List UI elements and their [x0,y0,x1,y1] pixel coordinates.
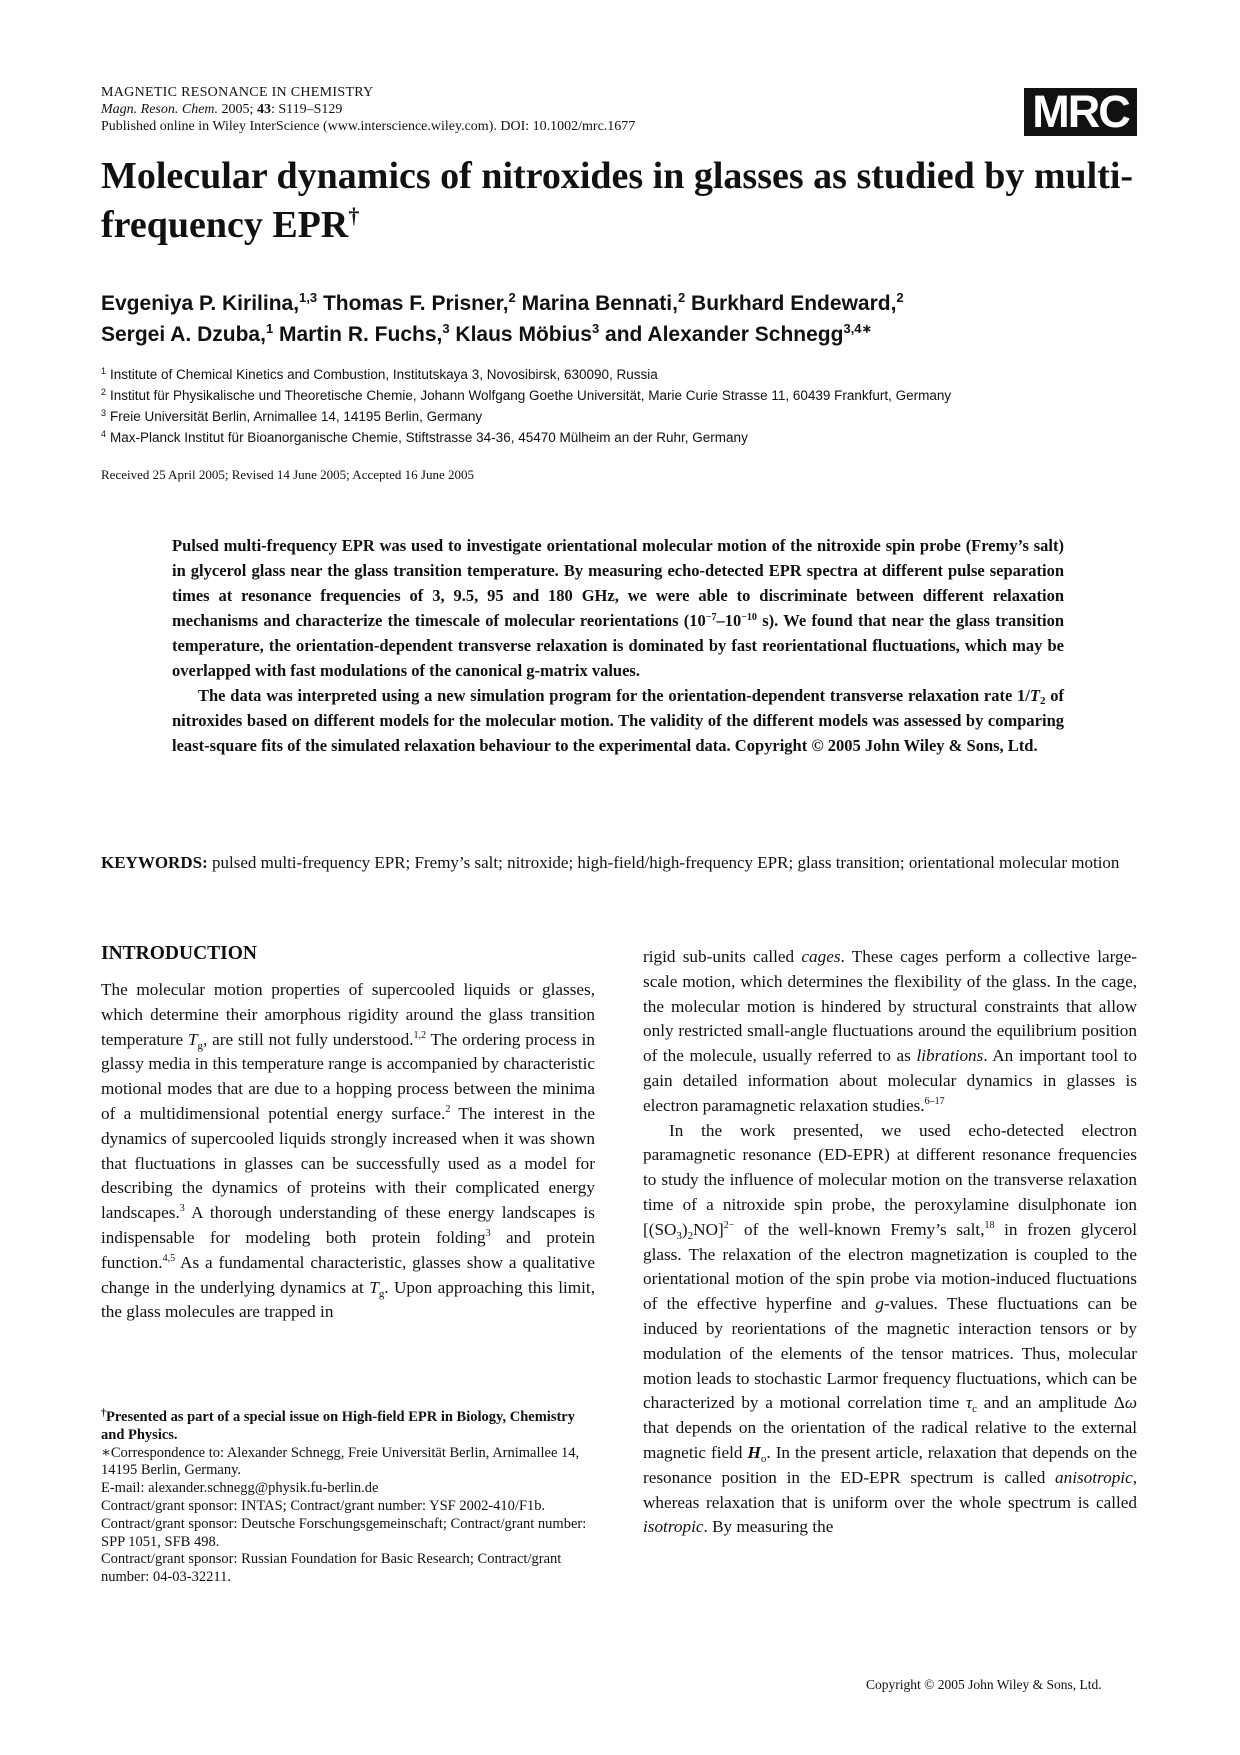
italic-term: anisotropic [1055,1467,1133,1487]
symbol-omega: ω [1124,1393,1138,1413]
citation-ref: 6–17 [924,1095,945,1107]
author-name: and Alexander Schnegg [599,323,844,346]
affiliation-item [101,406,1141,427]
symbol-T: T [369,1277,379,1297]
author-name: Burkhard Endeward, [685,292,897,315]
affiliation-number: 4 [101,429,107,439]
abstract-paragraph-2 [172,683,1064,758]
left-column [101,942,595,1325]
subscript: 2 [1040,695,1046,707]
author-list [101,288,1141,350]
citation-ref: 18 [984,1219,995,1231]
footnotes [101,1409,595,1587]
citation-year: 2005; [221,102,254,117]
affiliation-text: Institute of Chemical Kinetics and Combustion, Institutskaya 3, Novosibirsk, 630090, Russia [110,367,658,382]
author-name: Marina Bennati, [515,292,678,315]
affiliation-list [101,364,1141,448]
abstract-text: s). We found that near the glass transition temperature, the orientation-dependent transverse relaxation is dominated by fast reorientational fluctuations, which may be overlapped with fast modulations of the canonical g-matrix values. [172,611,1064,680]
abstract-paragraph-1 [172,533,1064,683]
symbol-H: H [747,1442,761,1462]
body-text: . These cages perform a collective large-scale motion, which determines the flexibility of the glass. In the cage, the molecular motion is hindered by structural constraints that allow only restricted small-angle fluctuations around the equilibrium position of the molecule, usually referred to as [643,947,1137,1066]
exponent: −10 [741,612,757,623]
body-text: . In the present article, relaxation that depends on the resonance position in the ED-EPR spectrum is called [643,1442,1137,1487]
body-text: . By measuring the [703,1517,834,1537]
body-text: The molecular motion properties of supercooled liquids or glasses, which determine their amorphous rigidity around the glass transition temperature [101,980,595,1049]
body-text: The interest in the dynamics of supercooled liquids strongly increased when it was shown that fluctuations in glasses can be successfully used as a model for describing the dynamics of proteins with their complicated energy landscapes. [101,1103,595,1223]
citation-ref: 1,2 [413,1029,426,1041]
author-affil-ref: 1,3 [299,290,318,305]
body-paragraph [643,1119,1137,1541]
body-text: , whereas relaxation that is uniform over the whole spectrum is called [643,1467,1137,1512]
keywords-text: pulsed multi-frequency EPR; Fremy’s salt; nitroxide; high-field/high-frequency EPR; glass transition; orientational molecular motion [207,853,1120,872]
citation-volume: 43 [256,102,271,117]
subscript: g [378,1287,385,1300]
article-title [101,152,1141,250]
abstract-text: Pulsed multi-frequency EPR was used to investigate orientational molecular motion of the nitroxide spin probe (Fremy’s salt) in glycerol glass near the glass transition temperature. By measuring echo-detected EPR spectra at different pulse separation times at resonance frequencies of 3, 9.5, 95 and 180 GHz, we were able to discriminate between different relaxation mechanisms and characterize the timescale of molecular reorientations (10 [172,536,1064,630]
affiliation-number: 1 [101,366,107,376]
body-text: -values. These fluctuations can be induced by reorientations of the magnetic interaction tensors or by modulation of the elements of the tensor matrices. Thus, molecular motion leads to stochastic Larmor frequency fluctuations, which can be characterized by a motional correlation time [643,1294,1137,1413]
body-text: As a fundamental characteristic, glasses show a qualitative change in the underlying dynamics at [101,1252,595,1297]
footnote-email: E-mail: alexander.schnegg@physik.fu-berlin.de [101,1480,379,1497]
footnote-grant: Contract/grant sponsor: INTAS; Contract/grant number: YSF 2002-410/F1b. [101,1497,546,1514]
page-footer-copyright: Copyright © 2005 John Wiley & Sons, Ltd. [866,1677,1102,1692]
abstract-text: of nitroxides based on different models for the molecular motion. The validity of the different models was assessed by comparing least-square fits of the simulated relaxation behaviour to the experimental data. Copyright © 2005 John Wiley & Sons, Ltd. [172,686,1065,755]
subscript: o [760,1452,767,1465]
body-text: ) [681,1219,688,1239]
author-name: Sergei A. Dzuba, [101,323,266,346]
affiliation-item [101,427,1141,448]
author-affil-ref: 2 [677,290,686,305]
affiliation-text: Institut für Physikalische und Theoretische Chemie, Johann Wolfgang Goethe Universität, Marie Curie Strasse 11, 60439 Frankfurt, Germany [110,388,952,403]
citation-ref: 2 [445,1103,451,1115]
keywords-label: KEYWORDS: [101,853,208,872]
affiliation-number: 3 [101,408,107,418]
body-text: A thorough understanding of these energy landscapes is indispensable for modeling both protein folding [101,1203,595,1247]
author-line-1 [101,288,1141,319]
author-affil-ref: 1 [265,321,274,336]
section-heading: INTRODUCTION [101,943,258,964]
right-column [643,945,1137,1540]
body-text: and an amplitude Δ [977,1393,1125,1413]
footnote-correspondence: ∗Correspondence to: Alexander Schnegg, Freie Universität Berlin, Arnimallee 14, 14195 Berlin, Germany. [101,1444,580,1479]
citation-ref: 3 [485,1227,491,1239]
citation-line [101,101,921,118]
footnote-grant: Contract/grant sponsor: Russian Foundation for Basic Research; Contract/grant number: 04-03-32211. [101,1551,562,1586]
journal-logo: MRC [1024,88,1137,136]
keywords [101,850,1141,875]
body-text: rigid sub-units called [643,947,802,966]
body-paragraph [101,978,595,1325]
citation-pages: : S119–S129 [270,102,343,117]
subscript: 3 [676,1229,682,1242]
body-text: in frozen glycerol glass. The relaxation of the electron magnetization is coupled to the orientational motion of the spin probe via motion-induced fluctuations of the effective hyperfine and [643,1219,1138,1314]
body-paragraph [643,945,1137,1119]
body-text: . An important tool to gain detailed information about molecular dynamics in glasses is electron paramagnetic relaxation studies. [643,1046,1137,1115]
dagger-mark: † [101,1408,106,1419]
body-text: of the well-known Fremy’s salt, [734,1219,985,1239]
subscript: c [972,1403,978,1416]
superscript: 2− [723,1219,735,1231]
author-line-2 [101,319,1141,350]
footnote-grant: Contract/grant sponsor: Deutsche Forschungsgemeinschaft; Contract/grant number: SPP 1051, SFB 498. [101,1515,587,1550]
body-text: In the work presented, we used echo-detected electron paramagnetic resonance (ED-EPR) at different resonance frequencies to study the influence of molecular motion on the transverse relaxation time of a nitroxide spin probe, the peroxylamine disulphonate ion [(SO [643,1120,1137,1239]
exponent: −7 [705,612,717,623]
body-text: NO] [693,1219,724,1239]
body-text: . Upon approaching this limit, the glass molecules are trapped in [101,1277,595,1322]
author-affil-ref: 3 [591,321,600,336]
body-text: and protein function. [101,1227,595,1272]
author-affil-ref: 3,4∗ [843,321,873,336]
author-name: Martin R. Fuchs, [273,323,443,346]
abstract-text: The data was interpreted using a new simulation program for the orientation-dependent transverse relaxation rate 1/ [198,686,1030,705]
symbol-T: T [187,1029,198,1049]
body-text: that depends on the orientation of the radical relative to the external magnetic field [643,1418,1137,1462]
footnote-text: Presented as part of a special issue on High-field EPR in Biology, Chemistry and Physics. [101,1409,575,1443]
affiliation-item [101,385,1141,406]
author-affil-ref: 2 [896,290,904,305]
abstract-text: –10 [716,611,742,630]
journal-abbrev: Magn. Reson. Chem. [101,102,219,117]
citation-ref: 4,5 [162,1252,176,1264]
subscript: g [197,1039,203,1052]
journal-name: MAGNETIC RESONANCE IN CHEMISTRY [101,85,374,100]
title-text: Molecular dynamics of nitroxides in glasses as studied by multi-frequency EPR [101,155,1134,246]
affiliation-item [101,364,1141,385]
author-name: Evgeniya P. Kirilina, [101,292,300,315]
symbol-T: T [1029,686,1040,705]
footnote-special-issue [101,1409,595,1445]
body-text: , are still not fully understood. [203,1029,414,1049]
affiliation-text: Max-Planck Institut für Bioanorganische Chemie, Stiftstrasse 34-36, 45470 Mülheim an der Ruhr, Germany [110,430,748,445]
body-text: The ordering process in glassy media in this temperature range is accompanied by characteristic motional modes that are due to a hopping process between the minima of a multidimensional potential energy surface. [101,1029,595,1123]
symbol-tau: τ [966,1393,973,1413]
running-head [101,84,921,135]
abstract [172,533,1064,758]
affiliation-text: Freie Universität Berlin, Arnimallee 14, 14195 Berlin, Germany [110,409,483,424]
italic-term: librations [916,1046,984,1066]
citation-ref: 3 [179,1203,185,1215]
title-dagger: † [348,203,360,228]
received-dates: Received 25 April 2005; Revised 14 June 2005; Accepted 16 June 2005 [101,467,474,482]
subscript: 2 [687,1229,694,1242]
published-online-line: Published online in Wiley InterScience (www.interscience.wiley.com). DOI: 10.1002/mrc.1677 [101,119,636,134]
italic-term: isotropic [643,1517,704,1537]
author-affil-ref: 2 [508,290,516,305]
affiliation-number: 2 [101,387,107,397]
author-affil-ref: 3 [442,321,450,336]
author-name: Klaus Möbius [449,323,592,346]
author-name: Thomas F. Prisner, [317,292,509,315]
symbol-g: g [875,1294,884,1314]
italic-term: cages [801,947,841,966]
